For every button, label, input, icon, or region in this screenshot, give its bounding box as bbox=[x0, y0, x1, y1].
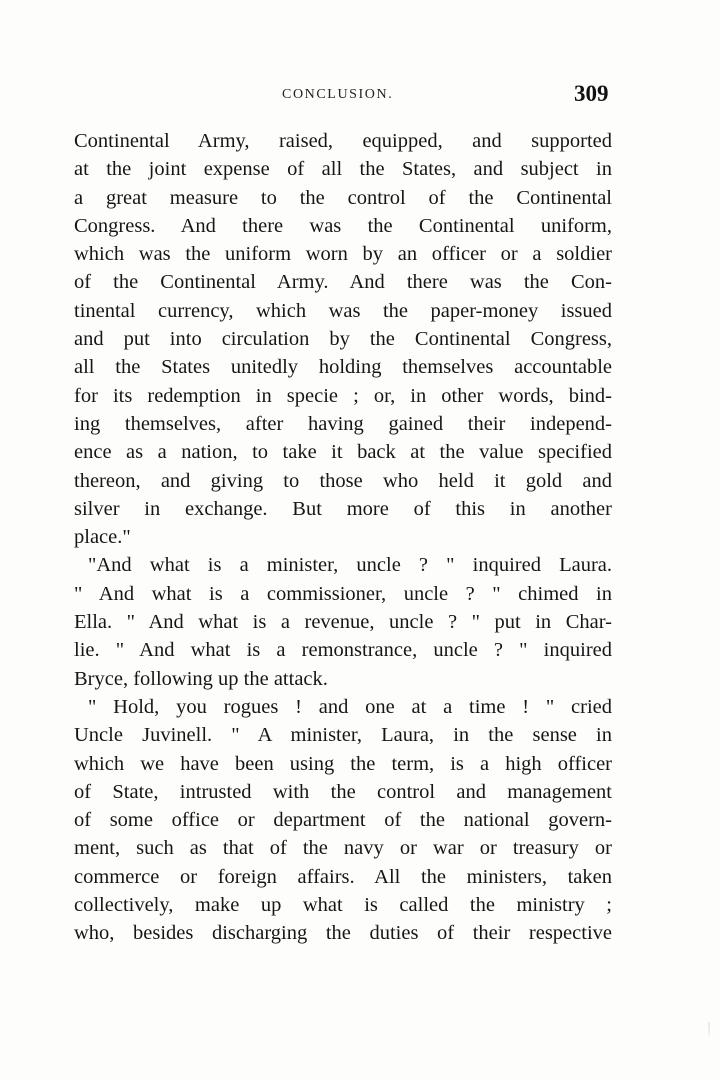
text-line: which we have been using the term, is a high officer bbox=[74, 752, 612, 775]
text-line: Ella. " And what is a revenue, uncle ? " put in Char- bbox=[74, 611, 612, 634]
text-line: commerce or foreign affairs. All the ministers, taken bbox=[74, 865, 612, 888]
text-line: "And what is a minister, uncle ? " inquired Laura. bbox=[88, 554, 612, 577]
text-line: of some office or department of the national govern- bbox=[74, 809, 612, 832]
page-number: 309 bbox=[574, 81, 609, 106]
text-line: who, besides discharging the duties of their respective bbox=[74, 922, 612, 945]
text-line: of State, intrusted with the control and management bbox=[74, 780, 612, 803]
text-line: thereon, and giving to those who held it gold and bbox=[74, 469, 612, 492]
text-line: place." bbox=[74, 526, 131, 549]
text-line: Continental Army, raised, equipped, and supported bbox=[74, 130, 612, 152]
text-line: collectively, make up what is called the ministry ; bbox=[74, 894, 612, 917]
text-line: lie. " And what is a remonstrance, uncle ? " inquired bbox=[74, 639, 612, 662]
text-line: which was the uniform worn by an officer or a soldier bbox=[74, 243, 612, 266]
text-line: a great measure to the control of the Continental bbox=[74, 186, 612, 209]
text-line: and put into circulation by the Continental Congress, bbox=[74, 328, 612, 351]
text-line: of the Continental Army. And there was the Con- bbox=[74, 271, 612, 294]
text-line: ing themselves, after having gained their independ- bbox=[74, 412, 612, 435]
text-line: for its redemption in specie ; or, in other words, bind- bbox=[74, 384, 612, 407]
running-head bbox=[0, 81, 720, 111]
paper-speck bbox=[708, 1022, 710, 1036]
text-line: Uncle Juvinell. " A minister, Laura, in the sense in bbox=[74, 724, 612, 747]
text-line: ment, such as that of the navy or war or treasury or bbox=[74, 837, 612, 860]
text-line: " Hold, you rogues ! and one at a time ! " cried bbox=[88, 695, 612, 718]
text-line: ence as a nation, to take it back at the value specified bbox=[74, 441, 612, 464]
text-line: Congress. And there was the Continental uniform, bbox=[74, 214, 612, 237]
chapter-title: CONCLUSION. bbox=[282, 87, 394, 102]
text-line: " And what is a commissioner, uncle ? " chimed in bbox=[74, 582, 612, 605]
text-line: at the joint expense of all the States, and subject in bbox=[74, 158, 612, 181]
text-line: silver in exchange. But more of this in another bbox=[74, 497, 612, 520]
text-line: all the States unitedly holding themselves accountable bbox=[74, 356, 612, 379]
body-text bbox=[74, 127, 612, 948]
text-line: tinental currency, which was the paper-money issued bbox=[74, 299, 612, 322]
text-line: Bryce, following up the attack. bbox=[74, 667, 328, 690]
